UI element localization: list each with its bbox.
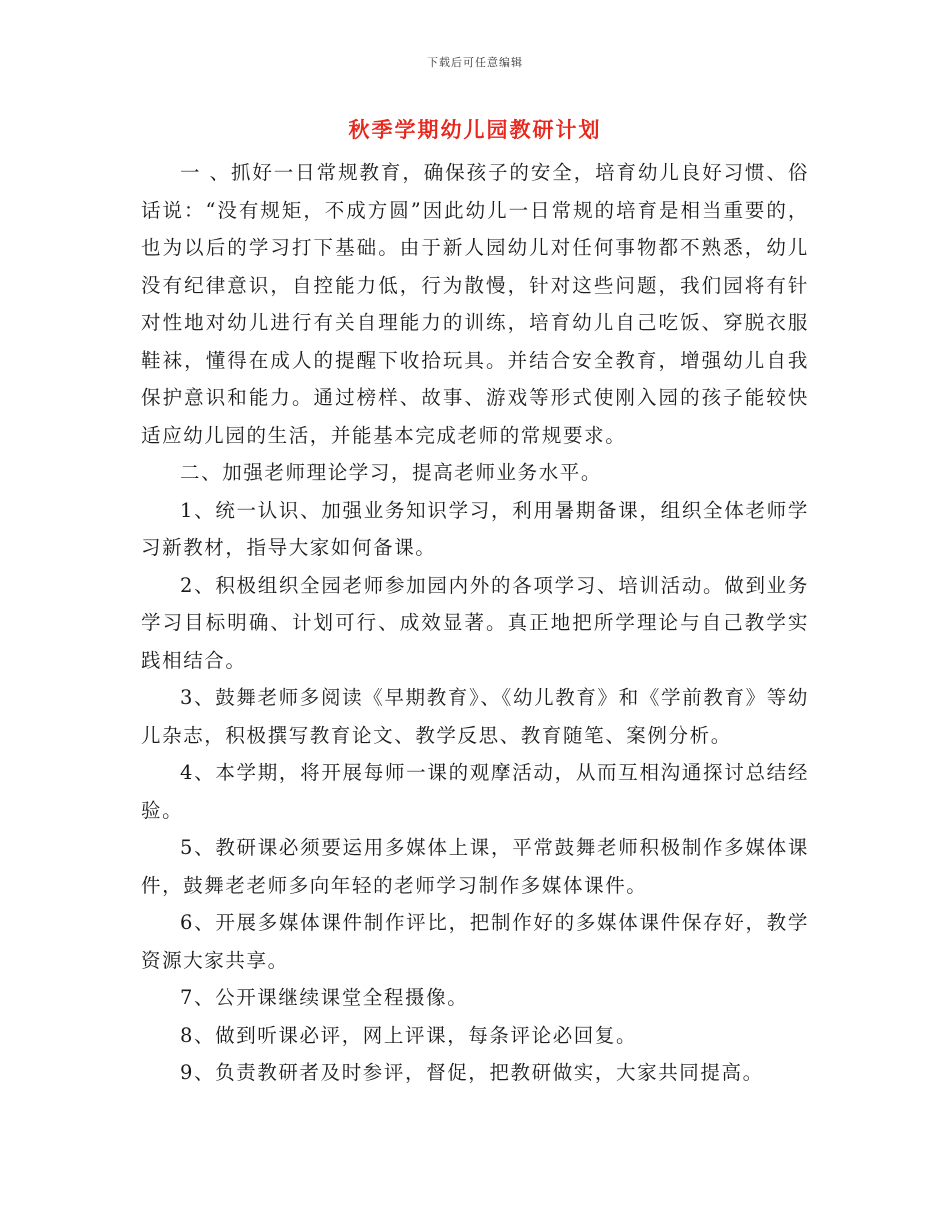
paragraph-item-2: 2、积极组织全园老师参加园内外的各项学习、培训活动。做到业务学习目标明确、计划可行、成效显著。真正地把所学理论与自己教学实践相结合。 — [141, 573, 809, 672]
paragraph-item-9: 9、负责教研者及时参评，督促，把教研做实，大家共同提高。 — [180, 1061, 764, 1084]
paragraph-item-8: 8、做到听课必评，网上评课，每条评论必回复。 — [180, 1023, 638, 1047]
document-body — [141, 154, 809, 1092]
paragraph-intro-routine: 一 、抓好一日常规教育，确保孩子的安全，培育幼儿良好习惯、俗话说：“没有规矩，不成方圆”因此幼儿一日常规的培育是相当重要的，也为以后的学习打下基础。由于新人园幼儿对任何事物都不熟悉，幼儿没有纪律意识，自控能力低，行为散慢，针对这些问题，我们园将有针对性地对幼儿进行有关自理能力的训练，培育幼儿自己吃饭、穿脱衣服鞋袜，懂得在成人的提醒下收拾玩具。并结合安全教育，增强幼儿自我保护意识和能力。通过榜样、故事、游戏等形式使刚入园的孩子能较快适应幼儿园的生活，并能基本完成老师的常规要求。 — [141, 161, 809, 447]
header-note: 下载后可任意编辑 — [427, 56, 523, 69]
paragraph-item-7: 7、公开课继续课堂全程摄像。 — [180, 986, 469, 1009]
paragraph-section-two-heading: 二、加强老师理论学习，提高老师业务水平。 — [180, 461, 603, 484]
paragraph-item-6: 6、开展多媒体课件制作评比，把制作好的多媒体课件保存好，教学资源大家共享。 — [141, 911, 809, 972]
paragraph-item-3: 3、鼓舞老师多阅读《早期教育》、《幼儿教育》和《学前教育》等幼儿杂志，积极撰写教育论文、教学反思、教育随笔、案例分析。 — [141, 686, 809, 747]
document-title: 秋季学期幼儿园教研计划 — [348, 118, 602, 142]
paragraph-item-4: 4、本学期，将开展每师一课的观摩活动，从而互相沟通探讨总结经验。 — [141, 761, 809, 822]
paragraph-item-1: 1、统一认识、加强业务知识学习，利用暑期备课，组织全体老师学习新教材，指导大家如何备课。 — [141, 498, 809, 559]
paragraph-item-5: 5、教研课必须要运用多媒体上课，平常鼓舞老师积极制作多媒体课件，鼓舞老老师多向年轻的老师学习制作多媒体课件。 — [141, 836, 809, 897]
